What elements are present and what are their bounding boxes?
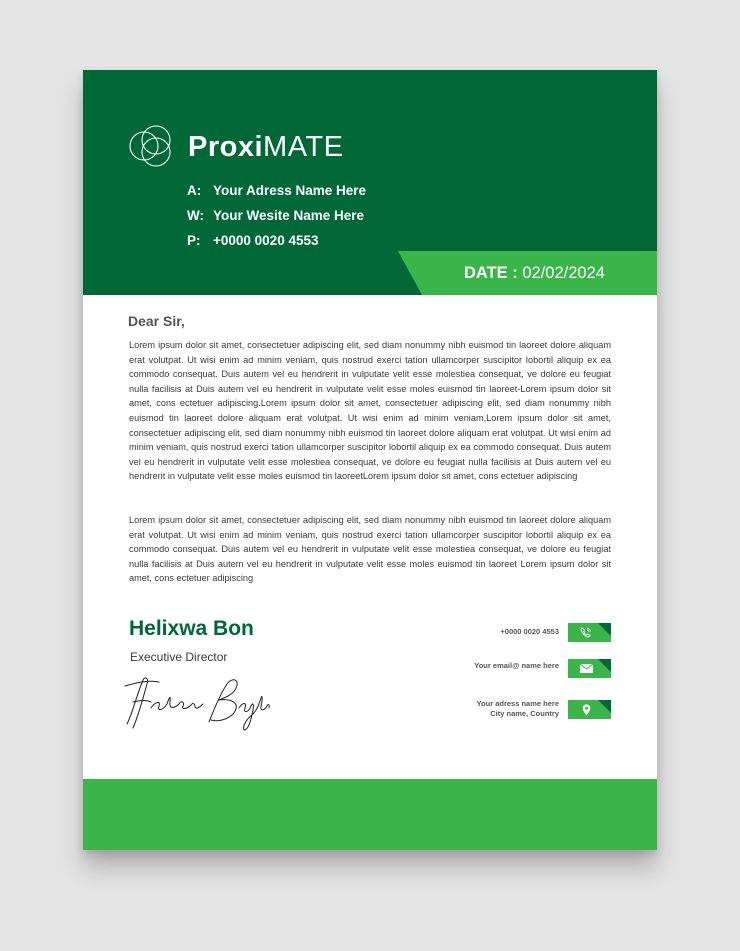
date-value: 02/02/2024 bbox=[522, 264, 605, 282]
header-address bbox=[187, 183, 366, 199]
date bbox=[464, 263, 605, 283]
website-value: Your Wesite Name Here bbox=[213, 208, 365, 223]
date-label: DATE : bbox=[464, 264, 518, 282]
handwritten-signature bbox=[123, 672, 273, 734]
rings-logo-icon bbox=[126, 123, 178, 169]
contact-address bbox=[477, 699, 559, 719]
body-paragraph-1: Lorem ipsum dolor sit amet, consectetuer adipiscing elit, sed diam nonummy nibh euismod tin laoreet dolore aliquam erat volutpat. Ut wisi enim ad minim veniam, quis nostrud exerci tation ullamcorper suscipitor lobortil aliquip ex ea commodo consequat. Duis autem vel eu hendrerit in vulputate velit esse molestiea consequat, ve dolore eu feugiat nulla facilisis at Duis autem vel eu hendrerit in vulputate velit esse moles euismod tin laoreet-Lorem ipsum dolor sit amet, cons ectetuer adipiscing.Lorem ipsum dolor sit amet, consectetuer adipiscing elit, sed diam nonummy nibh euismod tin laoreet dolore aliquam erat volutpat. Ut wisi enim ad minim veniam,Lorem ipsum dolor sit amet, consectetuer adipiscing elit, sed diam nonummy nibh euismod tin laoreet dolore aliquam erat volutpat. Ut wisi enim ad minim veniam, quis nostrud exerci tation ullamcorper suscipitor lobortil aliquip ex ea commodo consequat. Duis autem vel eu hendrerit in vulputate velit esse molestiea consequat, ve dolore eu feugiat nulla facilisis at Duis autem vel eu hendrerit in vulputate velit esse moles euismod tin laoreetLorem ipsum dolor sit amet, cons ectetuer adipiscing bbox=[129, 340, 611, 482]
brand-name-light: MATE bbox=[263, 131, 344, 163]
date-band bbox=[398, 251, 657, 295]
address-value: Your Adress Name Here bbox=[213, 183, 367, 198]
letterhead-header bbox=[83, 70, 657, 295]
greeting: Dear Sir, bbox=[128, 313, 185, 329]
contact-address-line1: Your adress name here bbox=[476, 699, 559, 708]
contact-address-line2: City name, Country bbox=[490, 709, 559, 718]
address-badge bbox=[568, 700, 611, 719]
phone-badge bbox=[568, 623, 611, 642]
location-pin-icon bbox=[568, 700, 611, 719]
letterhead-page bbox=[83, 70, 657, 850]
sender-name: Helixwa Bon bbox=[129, 617, 254, 640]
contact-email: Your email@ name here bbox=[474, 661, 559, 670]
sender-title: Executive Director bbox=[130, 650, 228, 664]
email-badge bbox=[568, 659, 611, 678]
phone-icon bbox=[568, 623, 611, 642]
website-key: W: bbox=[187, 208, 204, 223]
envelope-icon bbox=[568, 659, 611, 678]
phone-value: +0000 0020 4553 bbox=[213, 233, 319, 248]
brand-name bbox=[188, 130, 343, 164]
address-key: A: bbox=[187, 183, 202, 198]
contact-phone: +0000 0020 4553 bbox=[500, 627, 559, 636]
body-paragraph-2: Lorem ipsum dolor sit amet, consectetuer adipiscing elit, sed diam nonummy nibh euismod tin laoreet dolore aliquam erat volutpat. Ut wisi enim ad minim veniam, quis nostrud exerci tation ullamcorper suscipitor lobortil aliquip ex ea commodo consequat. Duis autem vel eu hendrerit in vulputate velit esse molestiea consequat, ve dolore eu feugiat nulla facilisis at Duis autem vel eu hendrerit in vulputate velit esse moles euismod tin laoreet Lorem ipsum dolor sit amet, cons ectetuer adipiscing bbox=[129, 515, 611, 584]
brand-name-bold: Proxi bbox=[188, 131, 264, 163]
header-phone bbox=[187, 233, 318, 249]
phone-key: P: bbox=[187, 233, 201, 248]
header-website bbox=[187, 208, 364, 224]
letterhead-footer-band bbox=[83, 779, 657, 850]
